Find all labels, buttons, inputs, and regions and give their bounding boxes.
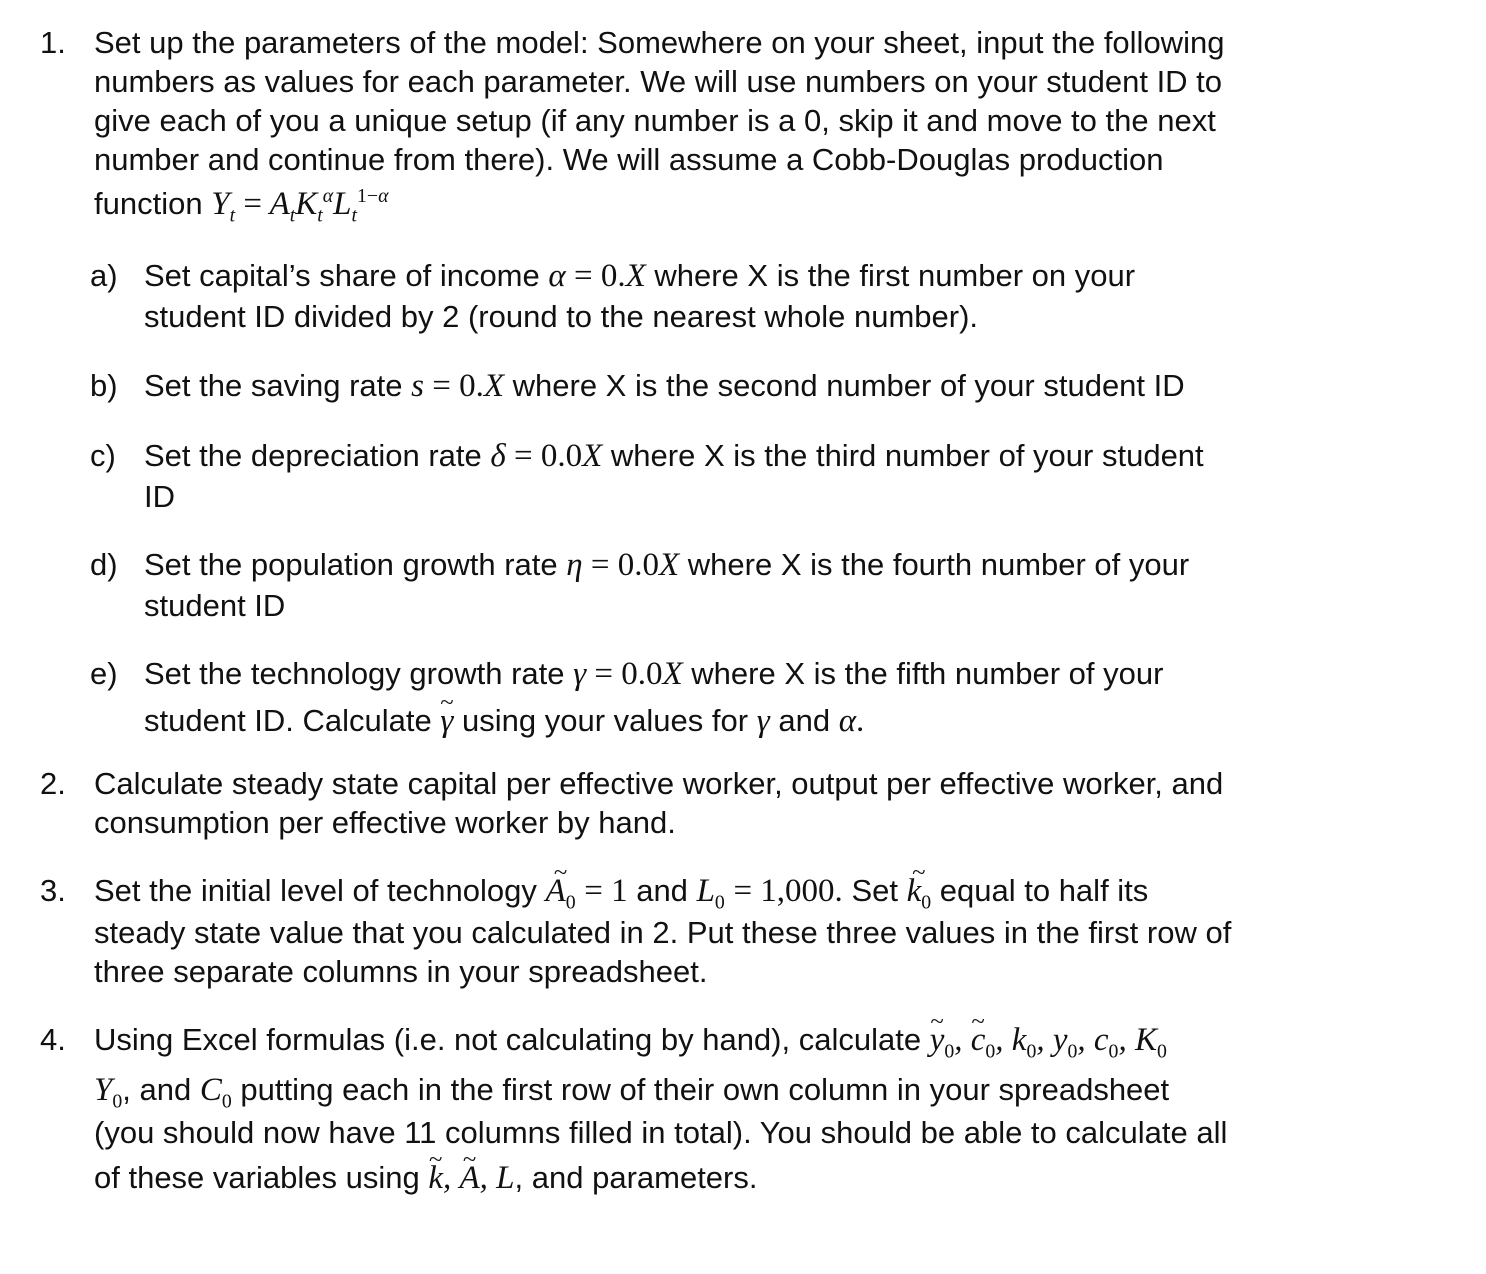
question-1-line-4: number and continue from there). We will assume a Cobb-Douglas production	[94, 142, 1164, 177]
question-4-line-2: $Y_0$, and $C_0$ putting each in the first row of their own column in your spreadsheet	[94, 1072, 1170, 1113]
question-1-line-2: numbers as values for each parameter. We will use numbers on your student ID to	[94, 64, 1223, 99]
question-1-line-1: Set up the parameters of the model: Somewhere on your sheet, input the following	[94, 25, 1225, 60]
subitem-c-line-1: Set the depreciation rate δ = 0.0X where X is the third number of your student	[144, 438, 1204, 474]
subitem-a-line-2: student ID divided by 2 (round to the nearest whole number).	[144, 299, 979, 334]
k-tilde-zero-symbol: $k_0$ ~	[907, 873, 932, 910]
variable-list: y $\sim_0$, c $\sim_0$, $k_0$, $y_0$, $c_0$, $K_0$	[930, 1022, 1167, 1058]
l-zero-symbol: $L_0$	[696, 873, 725, 914]
question-4-number: 4.	[40, 1022, 66, 1057]
question-1-number: 1.	[40, 25, 66, 60]
subitem-e-label: e)	[90, 656, 118, 691]
subitem-d-line-2: student ID	[144, 588, 286, 623]
question-3-number: 3.	[40, 873, 66, 908]
question-2-line-1: Calculate steady state capital per effective worker, output per effective worker, and	[94, 766, 1224, 801]
subitem-a-line-1: Set capital’s share of income α = 0.X where X is the first number on your	[144, 258, 1136, 294]
cobb-douglas-formula: $Y_t = A_tK_t^\alpha L_t^{1-\alpha}$	[211, 185, 389, 227]
question-3-line-3: three separate columns in your spreadsheet.	[94, 954, 708, 989]
subitem-a-label: a)	[90, 258, 118, 293]
question-3-line-1: Set the initial level of technology $A_0$ ~ = 1 and $L_0 = 1,000$. Set $k_0$ ~ equal to half its	[94, 873, 1148, 910]
subitem-b-line-1: Set the saving rate s = 0.X where X is the second number of your student ID	[144, 368, 1185, 404]
a-tilde-zero-symbol: $A_0$ ~	[546, 873, 576, 910]
gamma-symbol: γ	[756, 703, 770, 739]
subitem-e-line-1: Set the technology growth rate γ = 0.0X where X is the fifth number of your	[144, 656, 1164, 692]
c-zero-symbol: $C_0$	[199, 1072, 232, 1113]
clipped-previous-line	[0, 0, 1486, 8]
subitem-d-label: d)	[90, 547, 118, 582]
question-1-line-3: give each of you a unique setup (if any number is a 0, skip it and move to the next	[94, 103, 1216, 138]
question-3-line-2: steady state value that you calculated in 2. Put these three values in the first row of	[94, 915, 1232, 950]
subitem-b-label: b)	[90, 368, 118, 403]
subitem-e-line-2: student ID. Calculate γ ~ using your values for γ and α.	[144, 703, 864, 740]
function-prefix: function	[94, 186, 203, 221]
gamma-tilde-symbol: γ ~	[440, 703, 453, 740]
question-4-line-1: Using Excel formulas (i.e. not calculating by hand), calculate y $\sim_0$, c $\sim_0$, $k_0$, $y_0$, $c_0$, $K_0$	[94, 1022, 1167, 1059]
question-2-line-2: consumption per effective worker by hand.	[94, 805, 676, 840]
question-4-line-3: (you should now have 11 columns filled in total). You should be able to calculate all	[94, 1115, 1228, 1150]
production-function-line	[94, 185, 389, 227]
question-2-number: 2.	[40, 766, 66, 801]
alpha-symbol: α	[838, 703, 857, 739]
question-4-line-4: of these variables using k ~, A ~, L, and parameters.	[94, 1160, 757, 1197]
y-zero-symbol: $Y_0$	[94, 1072, 123, 1113]
subitem-c-line-2: ID	[144, 479, 175, 514]
subitem-c-label: c)	[90, 438, 116, 473]
subitem-d-line-1: Set the population growth rate η = 0.0X where X is the fourth number of your	[144, 547, 1190, 583]
inputs-list: k ~, A ~, L	[428, 1160, 514, 1196]
